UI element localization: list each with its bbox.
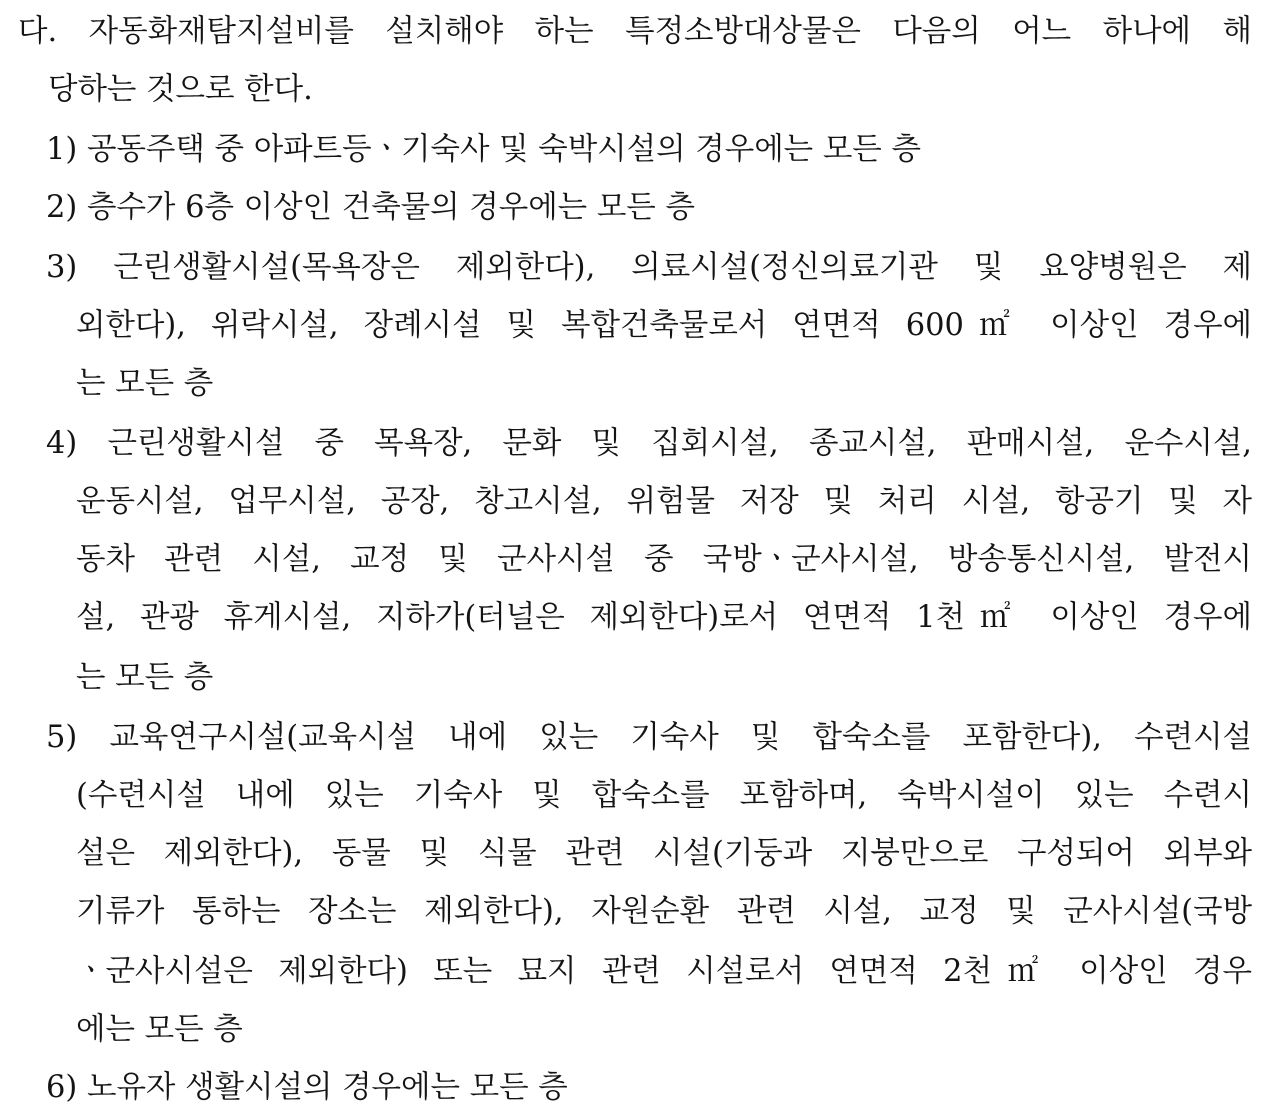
item-6-line-1: 6) 노유자 생활시설의 경우에는 모든 층 [46, 1070, 568, 1105]
item-5-line-4: 기류가 통하는 장소는 제외한다), 자원순환 관련 시설, 교정 및 군사시설(국방 [76, 894, 1252, 929]
item-4-line-4: 설, 관광 휴게시설, 지하가(터널은 제외한다)로서 연면적 1천㎡ 이상인 경우에 [76, 600, 1252, 635]
item-5-line-5: ㆍ군사시설은 제외한다) 또는 묘지 관련 시설로서 연면적 2천㎡ 이상인 경우 [76, 954, 1252, 989]
item-5-line-2: (수련시설 내에 있는 기숙사 및 합숙소를 포함하며, 숙박시설이 있는 수련시 [76, 778, 1252, 813]
item-3-line-2: 외한다), 위락시설, 장례시설 및 복합건축물로서 연면적 600㎡ 이상인 경우에 [76, 308, 1252, 343]
item-5-line-3: 설은 제외한다), 동물 및 식물 관련 시설(기둥과 지붕만으로 구성되어 외부와 [76, 836, 1252, 871]
heading-line-1: 다. 자동화재탐지설비를 설치해야 하는 특정소방대상물은 다음의 어느 하나에 해 [18, 14, 1252, 49]
item-1-line-1: 1) 공동주택 중 아파트등ㆍ기숙사 및 숙박시설의 경우에는 모든 층 [46, 132, 921, 167]
item-4-line-3: 동차 관련 시설, 교정 및 군사시설 중 국방ㆍ군사시설, 방송통신시설, 발전시 [76, 542, 1252, 577]
item-3-line-1: 3) 근린생활시설(목욕장은 제외한다), 의료시설(정신의료기관 및 요양병원은 제 [46, 250, 1252, 285]
item-4-line-2: 운동시설, 업무시설, 공장, 창고시설, 위험물 저장 및 처리 시설, 항공기 및 자 [76, 484, 1252, 519]
item-4-line-5: 는 모든 층 [76, 660, 214, 695]
heading-line-2: 당하는 것으로 한다. [48, 72, 313, 107]
item-5-line-1: 5) 교육연구시설(교육시설 내에 있는 기숙사 및 합숙소를 포함한다), 수련시설 [46, 720, 1252, 755]
item-5-line-6: 에는 모든 층 [76, 1012, 243, 1047]
item-2-line-1: 2) 층수가 6층 이상인 건축물의 경우에는 모든 층 [46, 190, 695, 225]
item-4-line-1: 4) 근린생활시설 중 목욕장, 문화 및 집회시설, 종교시설, 판매시설, 운수시설, [46, 426, 1252, 461]
item-3-line-3: 는 모든 층 [76, 366, 214, 401]
